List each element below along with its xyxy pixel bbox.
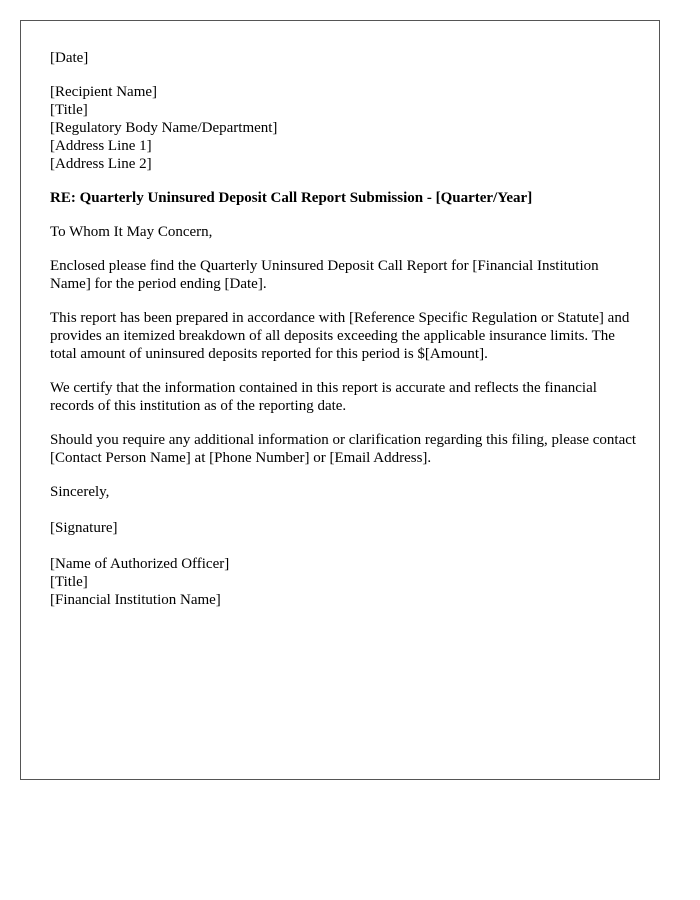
signer-title: [Title]	[50, 574, 88, 590]
salutation-block	[50, 223, 642, 241]
paragraph-1: Enclosed please find the Quarterly Uninsured Deposit Call Report for [Financial Institution Name] for the period ending [Date].	[50, 258, 599, 292]
recipient-department: [Regulatory Body Name/Department]	[50, 120, 278, 136]
letter-date: [Date]	[50, 50, 89, 66]
paragraph-3: We certify that the information contained in this report is accurate and reflects the financial records of this institution as of the reporting date.	[50, 380, 597, 414]
recipient-block	[50, 83, 642, 173]
recipient-address-line-2: [Address Line 2]	[50, 156, 152, 172]
subject-block	[50, 189, 642, 207]
paragraph-4: Should you require any additional information or clarification regarding this filing, please contact [Contact Person Name] at [Phone Number] or [Email Address].	[50, 432, 637, 466]
closing: Sincerely,	[50, 484, 110, 500]
letter-page	[20, 20, 660, 780]
date-block	[50, 49, 642, 67]
letter-body	[50, 49, 642, 625]
signature: [Signature]	[50, 520, 118, 536]
signer-institution: [Financial Institution Name]	[50, 592, 221, 608]
closing-block	[50, 483, 642, 501]
salutation: To Whom It May Concern,	[50, 224, 213, 240]
recipient-name: [Recipient Name]	[50, 84, 158, 100]
recipient-title: [Title]	[50, 102, 88, 118]
subject-line: RE: Quarterly Uninsured Deposit Call Report Submission - [Quarter/Year]	[50, 190, 533, 206]
paragraph-2: This report has been prepared in accordance with [Reference Specific Regulation or Statute] and provides an itemized breakdown of all deposits exceeding the applicable insurance limits. The total amount of uninsured deposits reported for this period is $[Amount].	[50, 310, 630, 362]
recipient-address-line-1: [Address Line 1]	[50, 138, 152, 154]
signature-block	[50, 519, 642, 537]
signer-block	[50, 555, 642, 609]
signer-name: [Name of Authorized Officer]	[50, 556, 230, 572]
